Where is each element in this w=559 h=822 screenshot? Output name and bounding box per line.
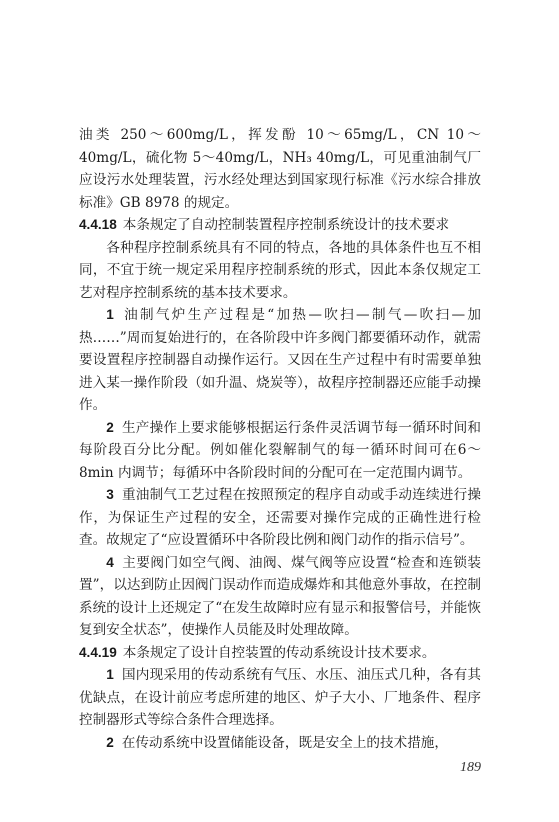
item-number: 2 — [106, 734, 114, 750]
section-4-4-18 — [79, 214, 481, 237]
section-number: 4.4.19 — [79, 644, 117, 660]
paragraph: 各种程序控制系统具有不同的特点，各地的具体条件也互不相同，不宜于统一规定采用程序控制系统的形式，因此本条仅规定工艺对程序控制系统的基本技术要求。 — [79, 239, 481, 301]
item-number: 1 — [106, 667, 114, 682]
item-text: 生产操作上要求能够根据运行条件灵活调节每一循环时间和每阶段百分比分配。例如催化裂解制气的每一循环时间可在6～8min 内调节；每循环中各阶段时间的分配可在一定范围内调节。 — [79, 419, 481, 481]
list-item-2 — [79, 417, 481, 485]
item-text: 国内现采用的传动系统有气压、水压、油压式几种，各有其优缺点，在设计前应考虑所建的地区、炉子大小、厂地条件、程序控制器形式等综合条件合理选择。 — [79, 667, 481, 728]
list-item-3 — [79, 484, 481, 552]
section-4-4-19 — [79, 642, 481, 665]
list-item-1 — [79, 304, 481, 417]
section-text: 本条规定了设计自控装置的传动系统设计技术要求。 — [122, 644, 436, 661]
section-number: 4.4.18 — [79, 217, 117, 232]
item-number: 2 — [106, 419, 114, 435]
section-text: 本条规定了自动控制装置程序控制系统设计的技术要求 — [122, 217, 450, 233]
item-number: 4 — [106, 554, 114, 570]
body-text — [79, 124, 481, 754]
paragraph-continued: 油类 250～600mg/L，挥发酚 10～65mg/L，CN 10～40mg/L，硫化物 5～40mg/L，NH₃ 40mg/L，可见重油制气厂应设污水处理装置，污水经处理达到国家现行标准《污水综合排放标准》GB 8978 的规定。 — [79, 127, 481, 211]
list-item-5 — [79, 664, 481, 732]
item-text: 重油制气工艺过程在按照预定的程序自动或手动连续进行操作，为保证生产过程的安全，还需要对操作完成的正确性进行检查。故规定了“应设置循环中各阶段比例和阀门动作的指示信号”。 — [79, 487, 481, 548]
item-number: 1 — [106, 307, 114, 322]
list-item-6 — [79, 732, 481, 755]
page-number: 189 — [460, 760, 481, 775]
item-text: 主要阀门如空气阀、油阀、煤气阀等应设置“检查和连锁装置”，以达到防止因阀门误动作而造成爆炸和其他意外事故，在控制系统的设计上还规定了“在发生故障时应有显示和报警信号，并能恢复到安全状态”，使操作人员能及时处理故障。 — [79, 554, 481, 638]
list-item-4 — [79, 552, 481, 642]
item-text: 油制气炉生产过程是“加热—吹扫—制气—吹扫—加热……”周而复始进行的，在各阶段中许多阀门都要循环动作，就需要设置程序控制器自动操作运行。又因在生产过程中有时需要单独进入某一操作阶段（如升温、烧炭等），故程序控制器还应能手动操作。 — [79, 307, 481, 413]
item-number: 3 — [106, 487, 114, 502]
item-text: 在传动系统中设置储能设备，既是安全上的技术措施， — [121, 734, 448, 751]
